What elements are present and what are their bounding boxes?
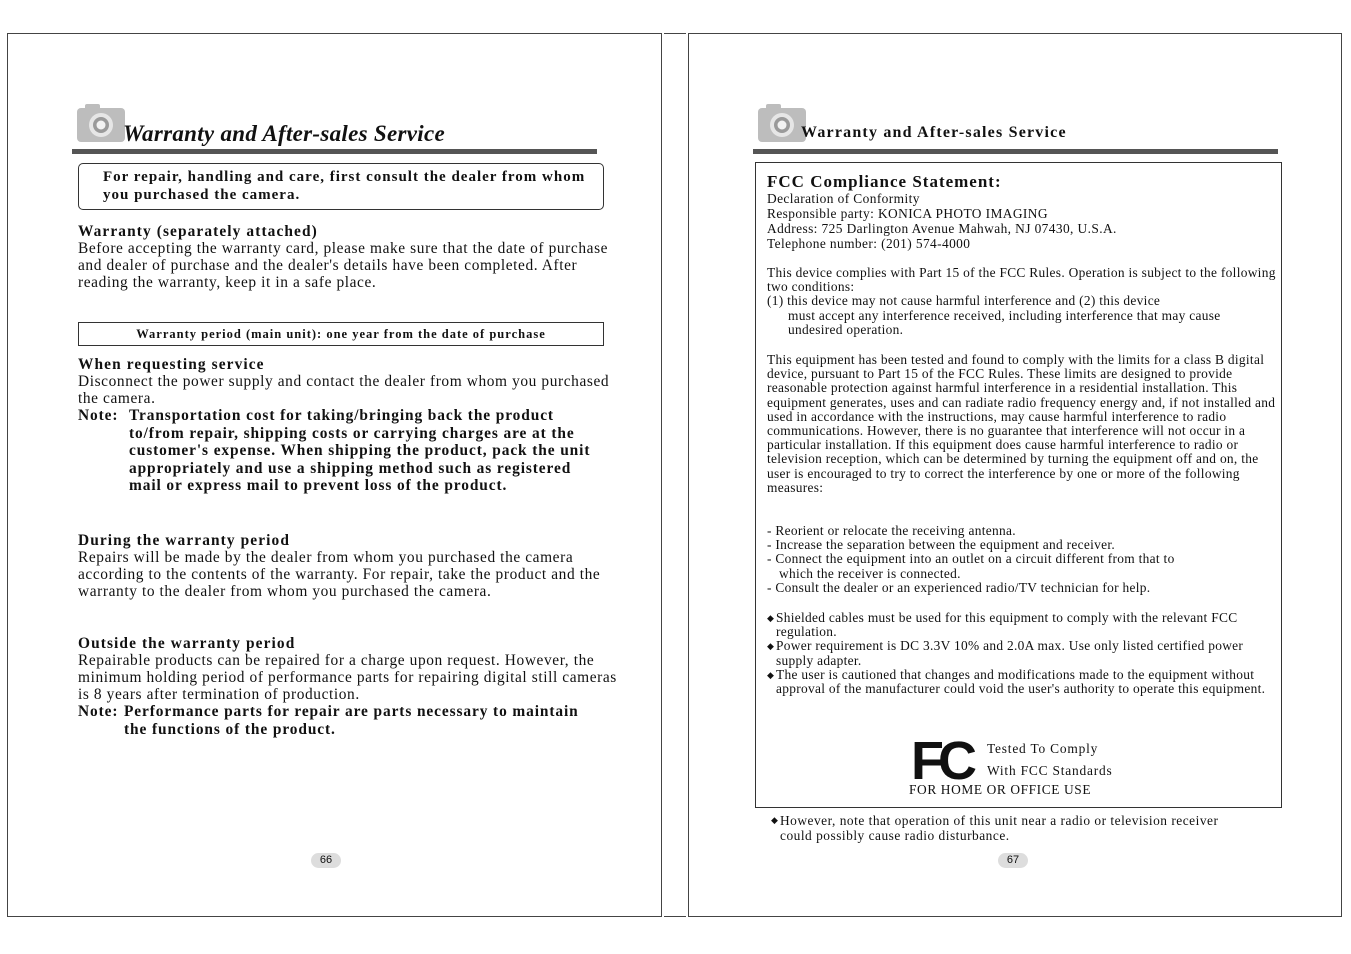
fcc-tested-text bbox=[987, 738, 1112, 782]
conformity-line: Telephone number: (201) 574-4000 bbox=[767, 236, 971, 251]
warranty-period-box bbox=[78, 322, 604, 346]
measure-item: - Connect the equipment into an outlet on a circuit different from that to bbox=[767, 551, 1175, 567]
footer-note-text: However, note that operation of this unit near a radio or television receiver could possibly cause radio disturbance. bbox=[780, 813, 1219, 843]
bullet-text: Shielded cables must be used for this equipment to comply with the relevant FCC regulation. bbox=[776, 610, 1238, 640]
service-note-text: Transportation cost for taking/bringing back the product to/from repair, shipping costs or carrying charges are at the customer's expense. When shipping the product, pack the unit appropriately and use a shipping method such as registered mail or express mail to prevent loss of the product. bbox=[129, 407, 591, 495]
camera-icon bbox=[77, 104, 125, 142]
dealer-notice-box bbox=[78, 163, 604, 210]
outside-note bbox=[78, 703, 598, 738]
fcc-logo-text: FC bbox=[913, 733, 971, 783]
bullet-text: The user is cautioned that changes and modifications made to the equipment without approval of the manufacturer could void the user's authority to operate this equipment. bbox=[776, 666, 1266, 697]
diamond-bullet-icon: ◆ bbox=[767, 613, 775, 623]
page-67 bbox=[688, 33, 1342, 917]
measure-item-cont: which the receiver is connected. bbox=[779, 565, 961, 581]
outside-text: Repairable products can be repaired for a charge upon request. However, the minimum holding period of performance parts for repairing digital still cameras is 8 years after termination of production. bbox=[78, 652, 617, 703]
bullet-text: Power requirement is DC 3.3V 10% and 2.0A max. Use only listed certified power supply adapter. bbox=[776, 638, 1244, 668]
gutter-top-line bbox=[664, 33, 686, 34]
diamond-bullet-icon: ◆ bbox=[767, 669, 775, 680]
measures-list bbox=[767, 524, 1279, 595]
service-note bbox=[78, 407, 608, 495]
page-title: Warranty and After-sales Service bbox=[123, 121, 445, 146]
diamond-bullet-icon: ◆ bbox=[771, 815, 779, 825]
tested-line: With FCC Standards bbox=[987, 763, 1113, 778]
fcc-logo bbox=[913, 733, 979, 788]
header-rule bbox=[72, 149, 597, 154]
part15-item: (1) this device may not cause harmful interference and (2) this device bbox=[767, 293, 1161, 309]
note-label: Note: bbox=[78, 703, 119, 720]
service-text: Disconnect the power supply and contact the dealer from whom you purchased the camera. bbox=[78, 373, 610, 407]
page-number: 66 bbox=[311, 853, 341, 868]
page-number: 67 bbox=[998, 853, 1028, 868]
conformity-line: Address: 725 Darlington Avenue Mahwah, NJ 07430, U.S.A. bbox=[767, 221, 1117, 236]
conformity-line: Responsible party: KONICA PHOTO IMAGING bbox=[767, 206, 1048, 221]
tested-line: Tested To Comply bbox=[987, 741, 1099, 756]
diamond-bullet-icon: ◆ bbox=[767, 641, 775, 652]
bullet-item bbox=[767, 611, 1279, 639]
part15-text: This device complies with Part 15 of the FCC Rules. Operation is subject to the following two conditions: bbox=[767, 265, 1276, 295]
during-heading: During the warranty period bbox=[78, 532, 290, 549]
service-section bbox=[78, 356, 618, 495]
part15-paragraph bbox=[767, 266, 1277, 337]
footer-note bbox=[771, 813, 1251, 843]
page-title: Warranty and After-sales Service bbox=[801, 124, 1067, 141]
outside-note-text: Performance parts for repair are parts necessary to maintain the functions of the product. bbox=[124, 703, 579, 738]
warranty-text: Before accepting the warranty card, please make sure that the date of purchase and dealer of purchase and the dealer's details have been completed. After reading the warranty, keep it in a safe place. bbox=[78, 240, 609, 291]
classb-paragraph bbox=[767, 353, 1279, 495]
service-heading: When requesting service bbox=[78, 356, 265, 373]
outside-warranty-section bbox=[78, 635, 618, 738]
during-text: Repairs will be made by the dealer from whom you purchased the camera according to the contents of the warranty. For repair, take the product and the warranty to the dealer from whom you purchased the camera. bbox=[78, 549, 601, 600]
warranty-heading: Warranty (separately attached) bbox=[78, 223, 318, 240]
fcc-title: FCC Compliance Statement: bbox=[767, 172, 1002, 191]
measure-item: - Consult the dealer or an experienced radio/TV technician for help. bbox=[767, 579, 1151, 595]
bullet-item bbox=[767, 668, 1279, 696]
gutter-bottom-line bbox=[664, 916, 686, 917]
warranty-section bbox=[78, 223, 618, 291]
page-66 bbox=[7, 33, 662, 917]
measure-item: - Reorient or relocate the receiving antenna. bbox=[767, 523, 1016, 538]
fcc-statement-box bbox=[755, 162, 1282, 808]
header-rule bbox=[753, 149, 1278, 154]
conformity-line: Declaration of Conformity bbox=[767, 191, 920, 206]
warranty-period-text: Warranty period (main unit): one year from the date of purchase bbox=[136, 327, 546, 341]
classb-text: This equipment has been tested and found to comply with the limits for a class B digital device, pursuant to Part 15 of the FCC Rules. These limits are designed to provide reasonable protection against harmful interference in a residential installation. This equipment generates, uses and can radiate radio frequency energy and, if not installed and used in accordance with the instructions, may cause harmful interference to radio communications. However, there is no guarantee that interference will not occur in a particular installation. If this equipment does cause harmful interference to radio or television reception, which can be determined by turning the equipment off and on, the user is encouraged to try to correct the interference by one or more of the following measures: bbox=[767, 352, 1276, 495]
note-label: Note: bbox=[78, 407, 119, 424]
outside-heading: Outside the warranty period bbox=[78, 635, 296, 652]
camera-icon bbox=[758, 104, 806, 142]
bullet-list bbox=[767, 611, 1279, 696]
dealer-notice-text: For repair, handling and care, first consult the dealer from whom you purchased the camera. bbox=[103, 169, 586, 203]
during-warranty-section bbox=[78, 532, 618, 600]
part15-item-cont: must accept any interference received, including interference that may cause undesired operation. bbox=[788, 307, 1221, 337]
bullet-item bbox=[767, 639, 1279, 667]
measure-item: - Increase the separation between the equipment and receiver. bbox=[767, 537, 1116, 553]
conformity-lines bbox=[767, 191, 1117, 251]
home-office-use: FOR HOME OR OFFICE USE bbox=[909, 782, 1092, 797]
